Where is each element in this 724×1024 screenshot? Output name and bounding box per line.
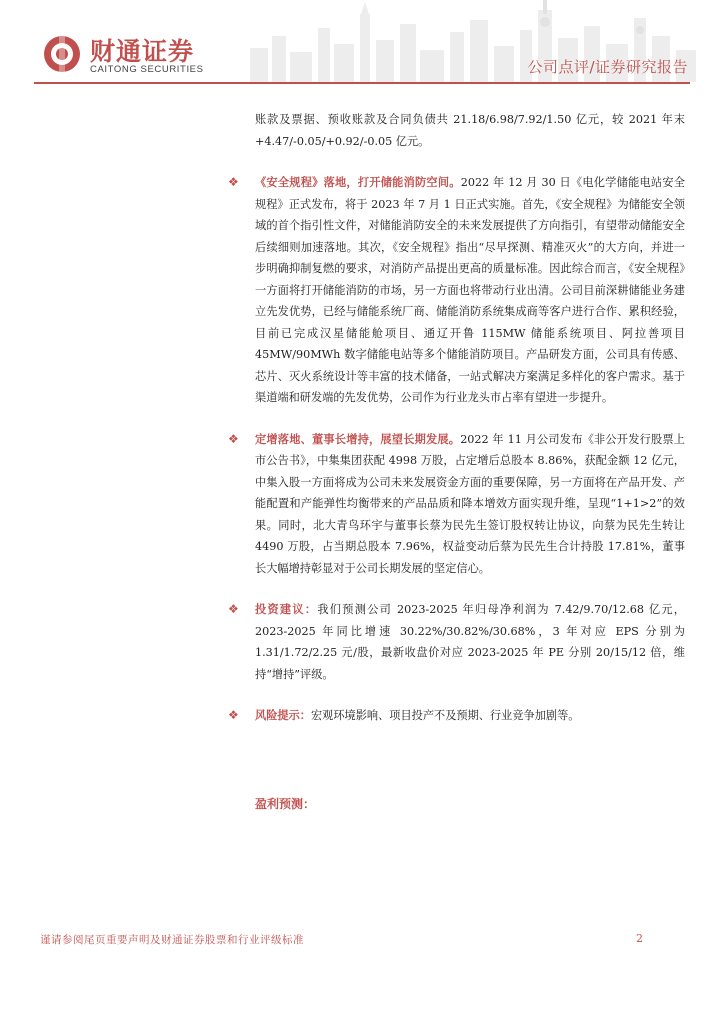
logo-emblem-icon xyxy=(42,34,82,74)
section-paragraph xyxy=(255,705,685,727)
section-text: 2022 年 12 月 30 日《电化学储能电站安全规程》正式发布，将于 2023 年 7 月 1 日正式实施。首先，《安全规程》为储能安全领域的首个指引性文件，对储能消防安全的未来发展提供了方向指引，有望带动储能安全后续细则加速落地。其次，《安全规程》指出“尽早探测、精准灭火”的大方向，并进一步明确抑制复燃的要求，对消防产品提出更高的质量标准。因此综合而言，《安全规程》一方面将打开储能消防的市场，另一方面也将带动行业出清。公司目前深耕储能业务建立先发优势，已经与储能系统厂商、储能消防系统集成商等客户进行合作、累积经验，目前已完成汉星储能舱项目、通辽开鲁 115MW 储能系统项目、阿拉善项目 45MW/90MWh 数字储能电站等多个储能消防项目。产品研发方面，公司具有传感、芯片、灭火系统设计等丰富的技术储备，一站式解决方案满足多样化的客户需求。基于渠道端和研发端的先发优势，公司作为行业龙头市占率有望进一步提升。 xyxy=(255,176,685,404)
logo-english-name: CAITONG SECURITIES xyxy=(90,64,204,75)
section-investment-advice xyxy=(228,599,685,685)
header-divider xyxy=(34,82,690,84)
bullet-diamond-icon: ❖ xyxy=(228,602,239,616)
section-text: 我们预测公司 2023-2025 年归母净利润为 7.42/9.70/12.68 亿元，2023-2025 年同比增速 30.22%/30.82%/30.68%，3 年对应 EPS 分别为 1.31/1.72/2.25 元/股，最新收盘价对应 2023-2025 年 PE 分别 20/15/12 倍，维持“增持”评级。 xyxy=(255,603,685,681)
intro-paragraph: 账款及票据、预收账款及合同负债共 21.18/6.98/7.92/1.50 亿元，较 2021 年末+4.47/-0.05/+0.92/-0.05 亿元。 xyxy=(255,113,685,148)
section-risk-warning xyxy=(228,705,685,727)
section-private-placement xyxy=(228,429,685,580)
section-safety-regulation xyxy=(228,172,685,409)
section-paragraph xyxy=(255,599,685,685)
section-text: 宏观环境影响、项目投产不及预期、行业竞争加剧等。 xyxy=(310,709,580,722)
page-number: 2 xyxy=(636,932,643,945)
disclaimer-note: 谨请参阅尾页重要声明及财通证券股票和行业评级标准 xyxy=(40,934,304,946)
page-header xyxy=(0,0,724,86)
bullet-diamond-icon: ❖ xyxy=(228,431,239,446)
section-paragraph xyxy=(255,429,685,580)
earnings-forecast-heading: 盈利预测： xyxy=(255,797,316,811)
section-lead: 风险提示： xyxy=(255,708,311,722)
section-lead: 《安全规程》落地，打开储能消防空间。 xyxy=(255,175,461,189)
report-type-label: 公司点评/证券研究报告 xyxy=(527,58,688,76)
report-body xyxy=(228,109,685,727)
section-text: 2022 年 11 月公司发布《非公开发行股票上市公告书》，中集集团获配 4998 万股，占定增后总股本 8.86%，获配金额 12 亿元，中集入股一方面将成为公司未来发展资金方面的重要保障，另一方面将在产品开发、产能配置和产能弹性均衡带来的产品品质和降本增效方面实现升维，呈现“1+1>2”的效果。同时，北大青鸟环宇与董事长蔡为民先生签订股权转让协议，向蔡为民先生转让 4490 万股，占当期总股本 7.96%，权益变动后蔡为民先生合计持股 17.81%，董事长大幅增持彰显对于公司长期发展的坚定信心。 xyxy=(255,432,685,575)
section-paragraph xyxy=(255,172,685,409)
section-lead: 定增落地、董事长增持，展望长期发展。 xyxy=(255,431,461,446)
bullet-diamond-icon: ❖ xyxy=(228,708,239,722)
bullet-diamond-icon: ❖ xyxy=(228,175,239,189)
section-lead: 投资建议： xyxy=(255,602,318,616)
logo-chinese-name: 财通证券 xyxy=(90,37,195,66)
